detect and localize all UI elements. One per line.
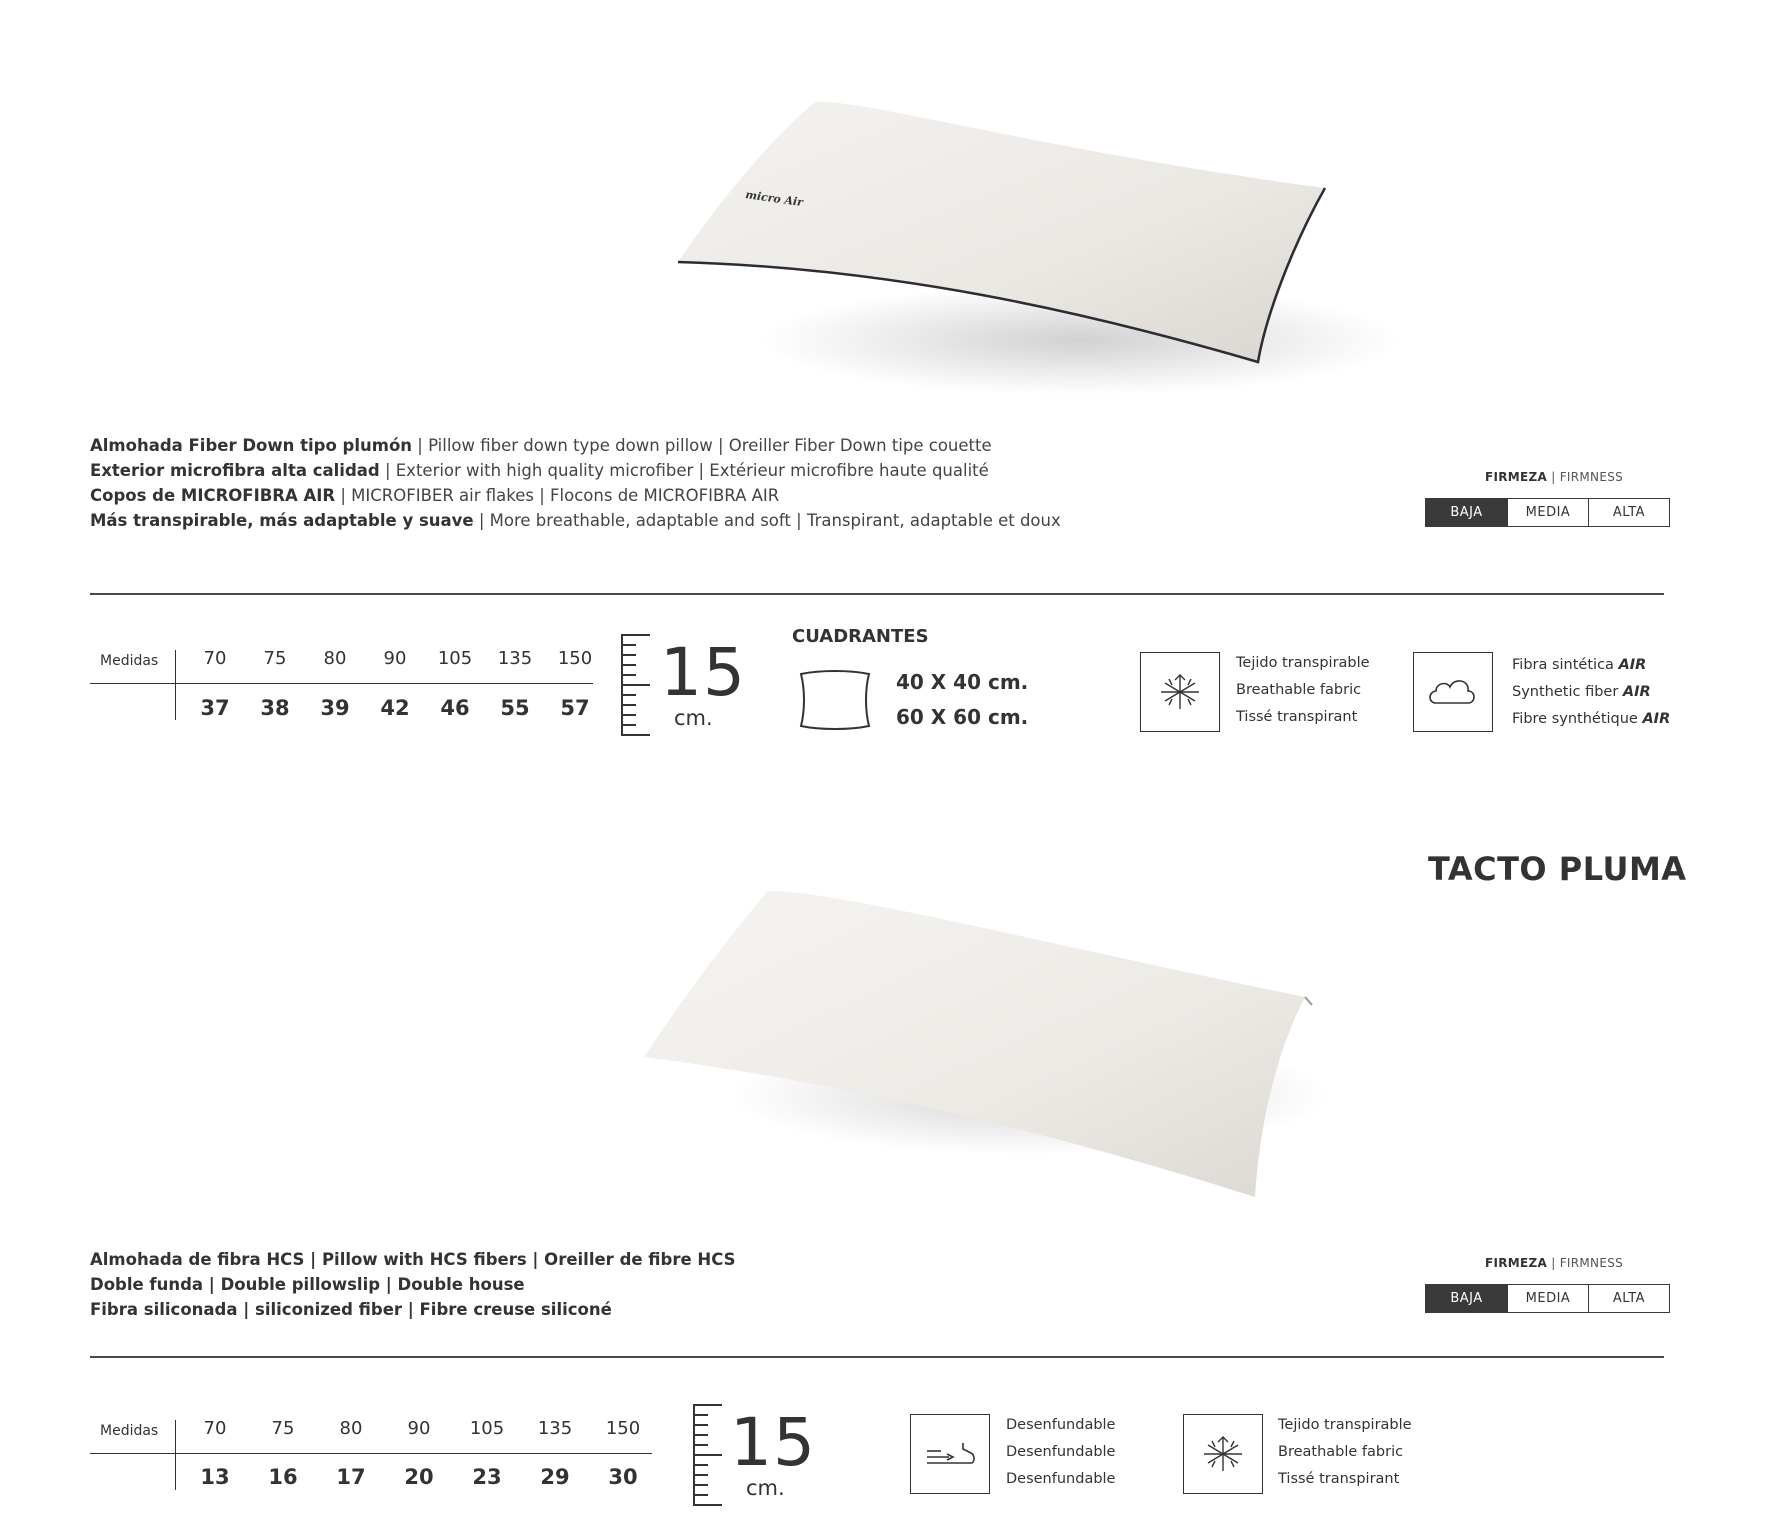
measure-value: 16: [268, 1465, 298, 1489]
measure-value: 23: [472, 1465, 502, 1489]
firmness-option-media: MEDIA: [1507, 1285, 1588, 1312]
cuadrantes-title: CUADRANTES: [792, 626, 929, 647]
feature-text-breathable: Tejido transpirable Breathable fabric Tissé transpirant: [1278, 1417, 1412, 1487]
firmness-scale: [1425, 498, 1670, 527]
firmness-option-baja: BAJA: [1426, 1285, 1507, 1312]
firmness-option-media: MEDIA: [1507, 499, 1588, 526]
feature-icon-box: [1183, 1414, 1263, 1494]
description-line: Doble funda | Double pillowslip | Double house: [90, 1275, 525, 1294]
size-value: 105: [437, 648, 473, 669]
firmness-label: FIRMEZA | FIRMNESS: [1485, 470, 1624, 484]
size-value: 75: [263, 648, 287, 669]
measure-value: 30: [608, 1465, 638, 1489]
measure-value: 55: [500, 696, 530, 720]
cuadrante-size: 40 X 40 cm.: [896, 670, 1029, 694]
description-line: Almohada Fiber Down tipo plumón | Pillow fiber down type down pillow | Oreiller Fiber Down tipe couette: [90, 436, 992, 455]
measures-horizontal-rule: [90, 683, 593, 684]
product2-description: [90, 1247, 736, 1322]
size-value: 135: [497, 648, 533, 669]
size-value: 80: [323, 648, 347, 669]
measure-value: 38: [260, 696, 290, 720]
measures-vertical-rule: [175, 1420, 176, 1490]
description-line: Más transpirable, más adaptable y suave | More breathable, adaptable and soft | Transpirant, adaptable et doux: [90, 511, 1061, 530]
measure-value: 17: [336, 1465, 366, 1489]
feature-icon-box: [1413, 652, 1493, 732]
cuadrante-size: 60 X 60 cm.: [896, 705, 1029, 729]
pillow-image-microair: [660, 90, 1420, 430]
firmness-option-baja: BAJA: [1426, 499, 1507, 526]
ruler-icon: [692, 1402, 728, 1508]
height-unit: cm.: [746, 1476, 785, 1500]
size-value: 75: [271, 1418, 295, 1439]
description-line: Almohada de fibra HCS | Pillow with HCS fibers | Oreiller de fibre HCS: [90, 1250, 736, 1269]
measure-value: 46: [440, 696, 470, 720]
description-line: Copos de MICROFIBRA AIR | MICROFIBER air flakes | Flocons de MICROFIBRA AIR: [90, 486, 780, 505]
measures-label: Medidas: [100, 653, 159, 669]
firmness-option-alta: ALTA: [1588, 499, 1669, 526]
breathable-snowflake-icon: [1141, 653, 1219, 731]
size-value: 70: [203, 1418, 227, 1439]
firmness-label: FIRMEZA | FIRMNESS: [1485, 1256, 1624, 1270]
size-value: 105: [469, 1418, 505, 1439]
feature-text-air-fiber: Fibra sintética AIR Synthetic fiber AIR Fibre synthétique AIR: [1512, 657, 1671, 727]
size-value: 150: [557, 648, 593, 669]
section-divider: [90, 593, 1664, 595]
measure-value: 13: [200, 1465, 230, 1489]
height-value: 15: [730, 1404, 816, 1481]
size-value: 70: [203, 648, 227, 669]
product2-title: TACTO PLUMA: [1428, 850, 1687, 888]
size-value: 135: [537, 1418, 573, 1439]
pillow-image-tacto-pluma: [630, 885, 1350, 1225]
feature-icon-box: [910, 1414, 990, 1494]
size-value: 150: [605, 1418, 641, 1439]
section-divider: [90, 1356, 1664, 1358]
breathable-snowflake-icon: [1184, 1415, 1262, 1493]
measure-value: 42: [380, 696, 410, 720]
ruler-icon: [620, 632, 656, 738]
measures-horizontal-rule: [90, 1453, 652, 1454]
measure-value: 37: [200, 696, 230, 720]
feature-text-removable: Desenfundable Desenfundable Desenfundable: [1006, 1417, 1116, 1487]
measures-vertical-rule: [175, 650, 176, 720]
product1-description: [90, 433, 1061, 533]
measure-value: 57: [560, 696, 590, 720]
cushion-icon: [795, 668, 875, 732]
pillow-logo: micro Air: [744, 188, 804, 210]
description-line: Exterior microfibra alta calidad | Exterior with high quality microfiber | Extérieur microfibre haute qualité: [90, 461, 989, 480]
height-unit: cm.: [674, 706, 713, 730]
measure-value: 29: [540, 1465, 570, 1489]
removable-cover-icon: [911, 1415, 989, 1493]
firmness-option-alta: ALTA: [1588, 1285, 1669, 1312]
measures-label: Medidas: [100, 1423, 159, 1439]
feature-icon-box: [1140, 652, 1220, 732]
description-line: Fibra siliconada | siliconized fiber | Fibre creuse siliconé: [90, 1300, 612, 1319]
size-value: 90: [407, 1418, 431, 1439]
measure-value: 20: [404, 1465, 434, 1489]
height-value: 15: [660, 634, 746, 711]
measure-value: 39: [320, 696, 350, 720]
firmness-scale: [1425, 1284, 1670, 1313]
size-value: 80: [339, 1418, 363, 1439]
cloud-icon: [1414, 653, 1492, 731]
size-value: 90: [383, 648, 407, 669]
feature-text-breathable: Tejido transpirable Breathable fabric Tissé transpirant: [1236, 655, 1370, 725]
